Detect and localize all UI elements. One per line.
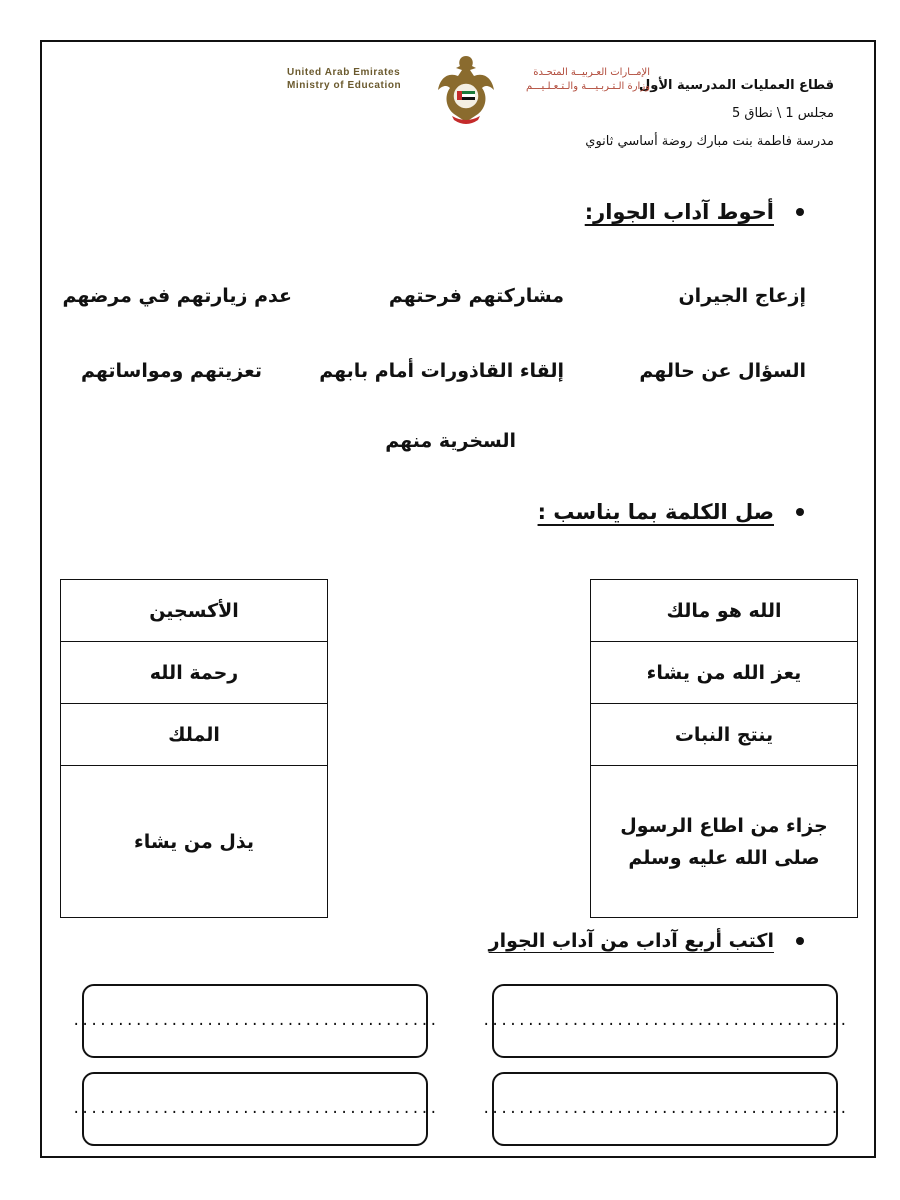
option-share-joy: مشاركتهم فرحتهم bbox=[388, 285, 564, 307]
match-table-left bbox=[60, 579, 328, 918]
match-left-item[interactable]: رحمة الله bbox=[61, 642, 328, 704]
option-ask-about-them: السؤال عن حالهم bbox=[639, 360, 806, 382]
bullet-icon bbox=[796, 508, 804, 516]
match-left-item[interactable]: يذل من يشاء bbox=[61, 766, 328, 918]
answer-box-2[interactable]: ......................................... bbox=[82, 984, 428, 1058]
section3-heading bbox=[489, 930, 804, 952]
bullet-icon bbox=[796, 937, 804, 945]
option-disturb-neighbors: إزعاج الجيران bbox=[678, 285, 806, 307]
section1-title: أحوط آداب الجوار: bbox=[584, 200, 774, 224]
match-right-item[interactable]: جزاء من اطاع الرسول صلى الله عليه وسلم bbox=[591, 766, 858, 918]
uae-emblem-icon bbox=[434, 50, 498, 130]
match-right-item[interactable]: ينتج النبات bbox=[591, 704, 858, 766]
sector-line: قطاع العمليات المدرسية الأول bbox=[639, 78, 834, 93]
school-line: مدرسة فاطمة بنت مبارك روضة أساسي ثانوي bbox=[585, 134, 834, 149]
section3-title: اكتب أربع آداب من آداب الجوار bbox=[488, 930, 774, 952]
section2-heading bbox=[538, 500, 804, 524]
ministry-english-name: United Arab Emirates Ministry of Education bbox=[287, 67, 402, 91]
match-right-item[interactable]: يعز الله من يشاء bbox=[591, 642, 858, 704]
option-mock-them: السخرية منهم bbox=[385, 430, 516, 452]
answer-box-3[interactable]: ......................................... bbox=[492, 1072, 838, 1146]
option-console-them: تعزيتهم ومواساتهم bbox=[80, 360, 262, 382]
option-throw-garbage: إلقاء القاذورات أمام بابهم bbox=[319, 360, 564, 382]
answer-box-4[interactable]: ......................................... bbox=[82, 1072, 428, 1146]
match-right-item[interactable]: الله هو مالك bbox=[591, 580, 858, 642]
section1-heading bbox=[585, 200, 804, 224]
match-left-item[interactable]: الملك bbox=[61, 704, 328, 766]
council-line: مجلس 1 \ نطاق 5 bbox=[731, 106, 834, 121]
page-frame bbox=[40, 40, 876, 1158]
match-left-item[interactable]: الأكسجين bbox=[61, 580, 328, 642]
section2-title: صل الكلمة بما يناسب : bbox=[537, 500, 774, 524]
match-table-right bbox=[590, 579, 858, 918]
ministry-arabic-name: الإمــارات العـربيــة المتحـدة وزارة الـتـربـيـــة والـتـعـلـيـــم bbox=[526, 67, 650, 92]
option-not-visiting-sick: عدم زيارتهم في مرضهم bbox=[62, 285, 292, 307]
answer-box-1[interactable]: ......................................... bbox=[492, 984, 838, 1058]
bullet-icon bbox=[796, 208, 804, 216]
